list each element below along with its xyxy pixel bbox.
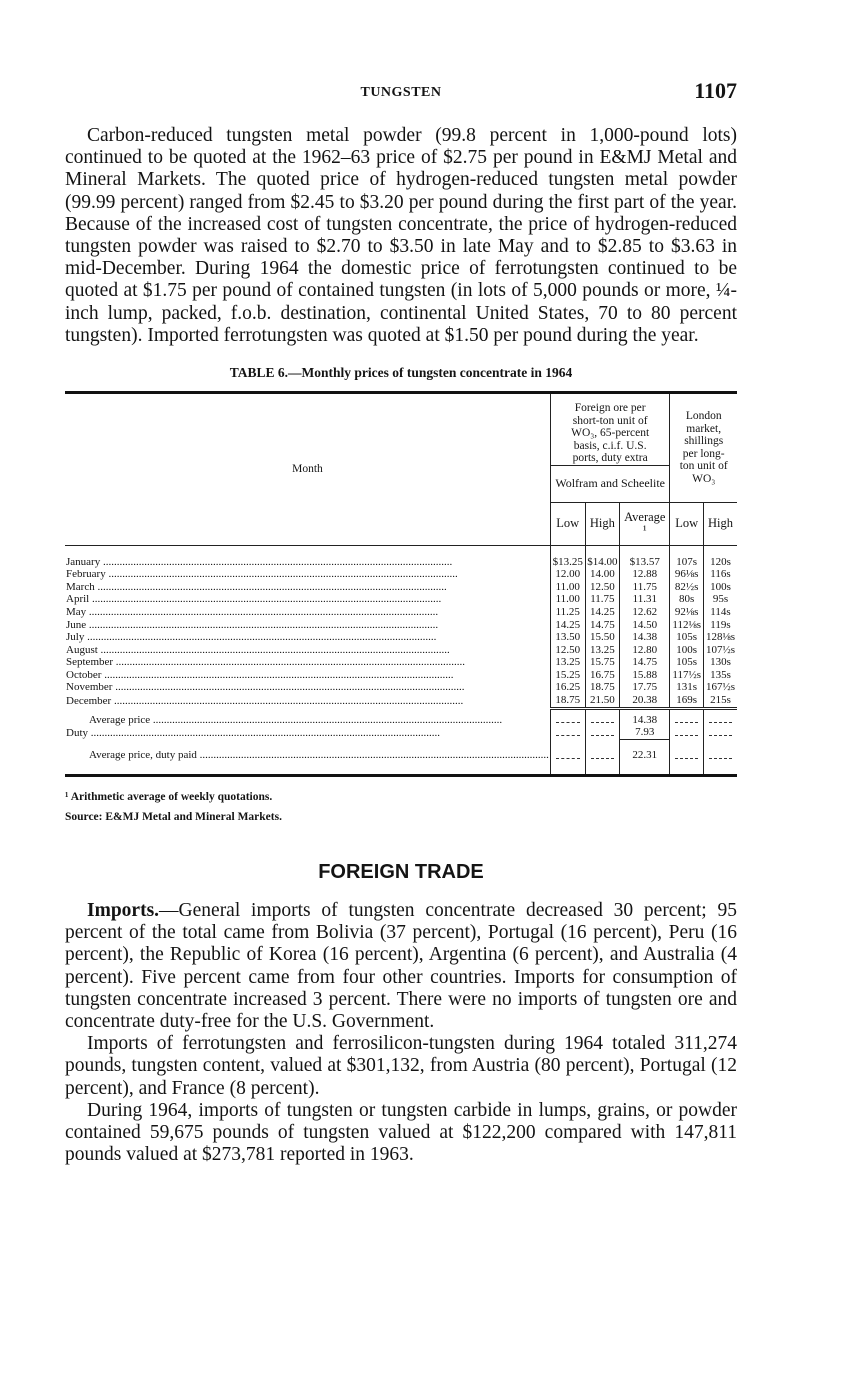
month-label: February [66,568,106,581]
table-row [65,644,737,657]
summary-row-duty-paid [65,749,737,762]
header-foreign-group: Foreign ore per short-ton unit of WO₃, 65-percent basis, c.i.f. U.S. ports, duty extra [550,393,669,466]
cell-london-high: 95s [703,593,737,606]
cell-london-low: 131s [670,681,704,694]
average-price-label: Average price [89,713,151,726]
cell-london-low: 100s [670,644,704,657]
header-london-low: Low [670,502,704,545]
cell-low: 18.75 [550,694,585,708]
table-row [65,631,737,644]
month-label: April [66,593,90,606]
table-row [65,556,737,569]
cell-low: 14.25 [550,619,585,632]
month-label: May [66,605,87,618]
cell-low: 11.00 [550,581,585,594]
cell-low: 11.00 [550,593,585,606]
cell-average: 17.75 [620,681,670,694]
month-label: March [66,580,95,593]
cell-average: 11.31 [620,593,670,606]
cell-average: 12.88 [620,568,670,581]
cell-high: 11.75 [585,593,620,606]
cell-high: 14.00 [585,568,620,581]
footnote: ¹ Arithmetic average of weekly quotations. [65,790,273,803]
cell-average: 12.62 [620,606,670,619]
source-note: Source: E&MJ Metal and Mineral Markets. [65,810,282,823]
cell-high: 21.50 [585,694,620,708]
cell-london-low: 80s [670,593,704,606]
cell-london-low: 82½s [670,581,704,594]
cell-low: 15.25 [550,669,585,682]
cell-average: 12.80 [620,644,670,657]
cell-low: 12.50 [550,644,585,657]
header-london-high: High [703,502,737,545]
cell-low: 12.00 [550,568,585,581]
cell-london-low: 105s [670,656,704,669]
cell-high: 14.25 [585,606,620,619]
cell-high: 16.75 [585,669,620,682]
cell-london-low: 107s [670,556,704,569]
table-row [65,681,737,694]
running-title: TUNGSTEN [360,85,442,100]
cell-london-low: 96⅛s [670,568,704,581]
avg-duty-paid-value: 22.31 [620,749,670,762]
cell-average: 15.88 [620,669,670,682]
month-label: October [66,668,102,681]
cell-london-high: 114s [703,606,737,619]
duty-label: Duty [66,726,88,739]
cell-high: 14.75 [585,619,620,632]
cell-average: $13.57 [620,556,670,569]
cell-high: 12.50 [585,581,620,594]
intro-paragraph: Carbon-reduced tungsten metal powder (99.8 percent in 1,000-pound lots) continued to be quoted at the 1962–63 price of $2.75 per pound in E&MJ Metal and Mineral Markets. The quoted price of hydrogen-reduced tungsten metal powder (99.99 percent) ranged from $2.45 to $3.20 per pound during the first part of the year. Because of the increased cost of tungsten concentrate, the price of hydrogen-reduced tungsten powder was raised to $2.70 to $3.50 in late May and to $2.85 to $3.63 in mid-December. During 1964 the domestic price of ferrotungsten continued to be quoted at $1.75 per pound of contained tungsten (in lots of 5,000 pounds or more, ¼-inch lump, packed, f.o.b. destination, continental United States, 70 to 80 percent tungsten). Imported ferrotungsten was quoted at $1.50 per pound during the year. [65,125,737,346]
cell-high: 13.25 [585,644,620,657]
cell-low: 11.25 [550,606,585,619]
average-price-value: 14.38 [620,714,670,727]
cell-london-high: 128⅛s [703,631,737,644]
cell-average: 11.75 [620,581,670,594]
imports-text: —General imports of tungsten concentrate decreased 30 percent; 95 percent of the total came from Bolivia (37 percent), Portugal (16 percent), Peru (16 percent), the Republic of Korea (16 percent), Argentina (6 percent), and Australia (4 percent). Five percent came from four other countries. Imports for consumption of tungsten concentrate increased 3 percent. There were no imports of tungsten ore and concentrate duty-free for the U.S. Government. [65,899,737,1032]
summary-row-average [65,714,737,727]
cell-average: 14.50 [620,619,670,632]
table-footnotes [65,787,737,827]
section-heading: FOREIGN TRADE [318,860,484,883]
month-label: June [66,618,87,631]
cell-low: 13.50 [550,631,585,644]
cell-london-high: 135s [703,669,737,682]
table-row [65,568,737,581]
month-label: December [66,694,112,707]
month-label: September [66,656,114,669]
header-average: Average ¹ [620,502,670,545]
cell-high: 15.75 [585,656,620,669]
price-table [65,391,737,777]
cell-low: 13.25 [550,656,585,669]
carbide-paragraph: During 1964, imports of tungsten or tungsten carbide in lumps, grains, or powder contained 59,675 pounds of tungsten valued at $122,200 compared with 147,811 pounds valued at $273,781 reported in 1963. [65,1099,737,1166]
table-row [65,581,737,594]
table-body [65,545,737,775]
cell-high: $14.00 [585,556,620,569]
cell-london-high: 167½s [703,681,737,694]
cell-average: 20.38 [620,694,670,708]
ferrotungsten-paragraph: Imports of ferrotungsten and ferrosilicon-tungsten during 1964 totaled 311,274 pounds, tungsten content, valued at $301,132, from Austria (80 percent), Portugal (12 percent), and France (8 percent). [65,1033,737,1099]
cell-london-low: 169s [670,694,704,708]
month-label: January [66,555,101,568]
header-london-group: London market, shillings per long-ton unit of WO₃ [670,393,737,503]
month-label: August [66,643,98,656]
cell-average: 14.75 [620,656,670,669]
cell-low: 16.25 [550,681,585,694]
table-row [65,619,737,632]
imports-runin: Imports. [87,899,160,921]
month-label: November [66,681,113,694]
duty-value: 7.93 [620,726,670,739]
cell-london-high: 116s [703,568,737,581]
cell-london-high: 107½s [703,644,737,657]
cell-london-low: 112⅛s [670,619,704,632]
header-foreign-subgroup: Wolfram and Scheelite [550,465,669,502]
table-row [65,606,737,619]
cell-high: 15.50 [585,631,620,644]
cell-london-high: 130s [703,656,737,669]
header-low: Low [550,502,585,545]
header-month: Month [65,393,550,546]
page-number: 1107 [694,78,737,103]
cell-london-high: 120s [703,556,737,569]
cell-london-high: 100s [703,581,737,594]
summary-row-duty [65,726,737,739]
imports-paragraph [65,900,737,1033]
table-row [65,656,737,669]
running-head [65,78,737,106]
avg-duty-paid-label: Average price, duty paid [89,749,197,762]
cell-high: 18.75 [585,681,620,694]
cell-london-high: 119s [703,619,737,632]
cell-london-low: 92⅛s [670,606,704,619]
table-row [65,694,737,708]
table-row [65,593,737,606]
cell-london-low: 105s [670,631,704,644]
table-row [65,669,737,682]
header-high: High [585,502,620,545]
cell-low: $13.25 [550,556,585,569]
page [65,78,737,1166]
cell-london-low: 117½s [670,669,704,682]
cell-london-high: 215s [703,694,737,708]
month-label: July [66,631,85,644]
cell-average: 14.38 [620,631,670,644]
table-title: TABLE 6.—Monthly prices of tungsten concentrate in 1964 [229,365,573,381]
